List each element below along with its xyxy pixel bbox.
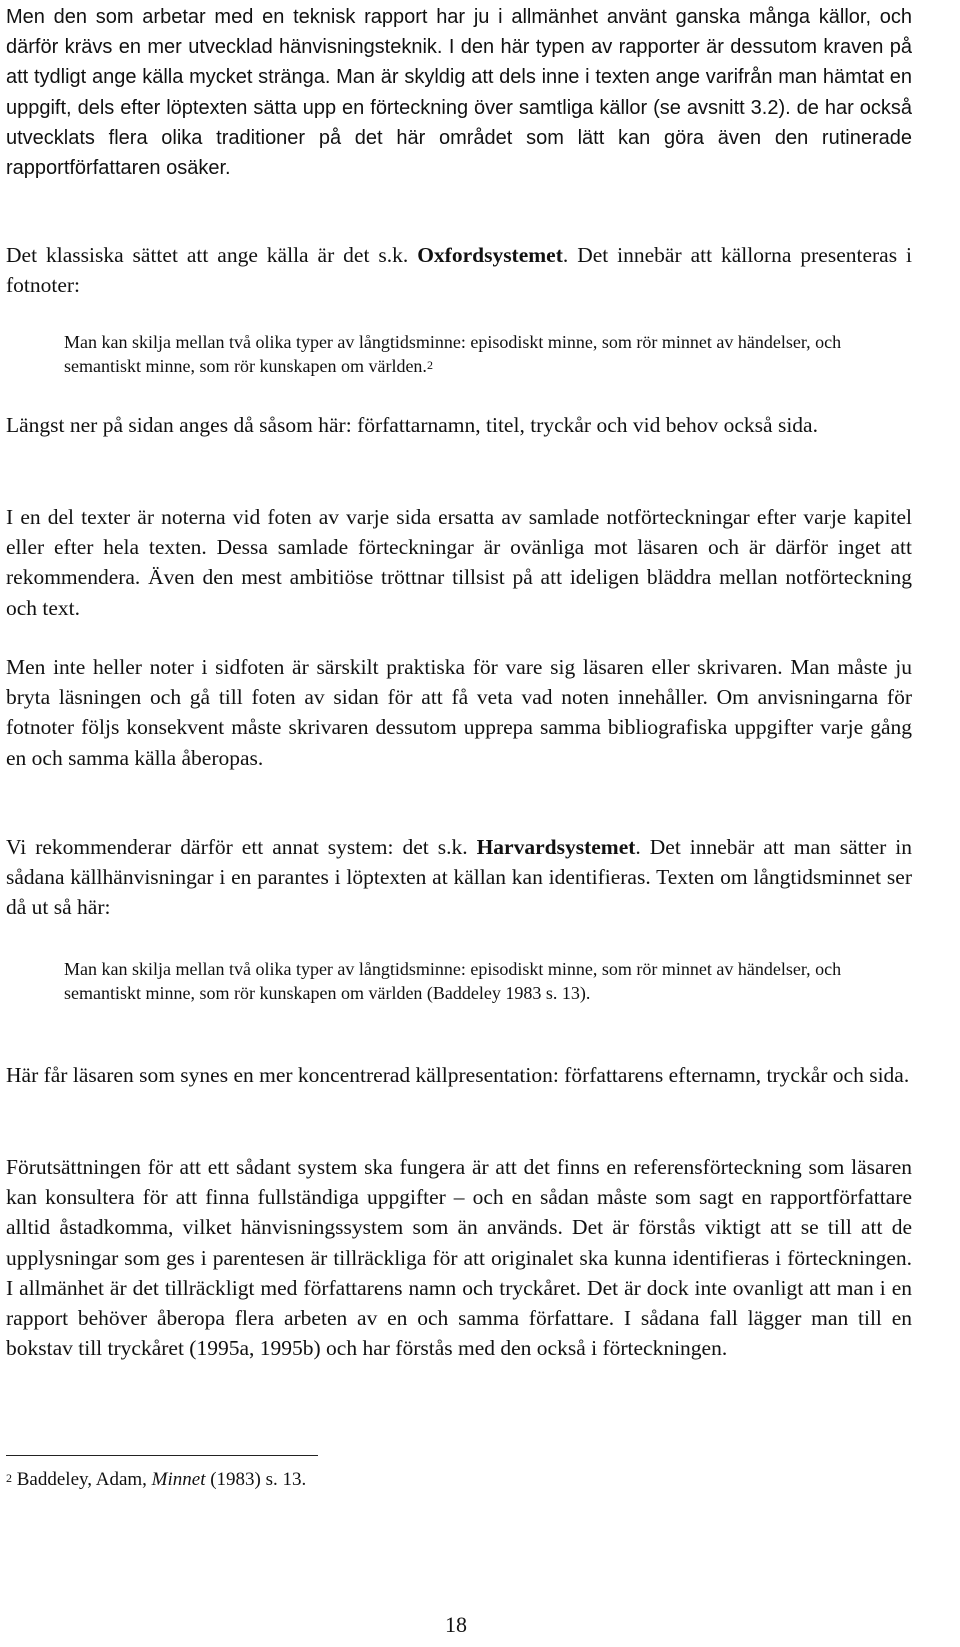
paragraph-intro <box>6 2 912 183</box>
paragraph-oxford <box>6 240 912 300</box>
footnote-number: 2 <box>6 1471 12 1485</box>
paragraph-footnote-drawbacks <box>6 652 912 773</box>
page-number: 18 <box>445 1612 467 1637</box>
paragraph-prerequisite <box>6 1152 912 1363</box>
paragraph-oxford-tail: . Det innebär att källorna presenteras i fotnoter: <box>6 243 912 298</box>
footnote-details: (1983) s. 13. <box>205 1469 307 1490</box>
block-quote-harvard-text: Man kan skilja mellan två olika typer av långtidsminne: episodiskt minne, som rör minnet av händelser, och semantiskt minne, som rör kunskapen om världen (Baddeley 1983 s. 13). <box>64 959 842 1003</box>
paragraph-prerequisite-text: Förutsättningen för att ett sådant system ska fungera är att det finns en referensförteckning som läsaren kan konsultera för att finna fullständiga uppgifter – och en sådan måste som sagt en rapportförfattare alltid åstadkomma, vilket hänvisningssystem som än används. Det är förstås viktigt att se till att de upplysningar som ges i parentesen är tillräckliga för att originalet ska kunna identifieras i förteckningen. I allmänhet är det tillräckligt med författarens namn och tryckåret. Det är dock inte ovanligt att man i en rapport behöver åberopa flera arbeten av en och samma författare. I sådana fall lägger man till en bokstav till tryckåret (1995a, 1995b) och har förstås med den också i förteckningen. <box>6 1155 912 1361</box>
footnote-author: Baddeley, Adam, <box>12 1469 152 1490</box>
block-quote-harvard <box>64 957 854 1005</box>
paragraph-harvard <box>6 832 912 923</box>
paragraph-footnote-info <box>6 410 912 440</box>
harvard-term: Harvardsystemet <box>476 835 636 859</box>
paragraph-intro-text: Men den som arbetar med en teknisk rapport har ju i allmänhet använt ganska många källor, och därför krävs en mer utvecklad hänvisningsteknik. I den här typen av rapporter är dessutom kraven på att tydligt ange källa mycket stränga. Man är skyldig att dels inne i texten ange varifrån man hämtat en uppgift, dels efter löptexten sätta upp en förteckning över samtliga källor (se avsnitt 3.2). de har också utvecklats flera olika traditioner på det här området som lätt kan göra även den rutinerade rapportförfattaren osäker. <box>6 6 912 180</box>
paragraph-collected-notes-text: I en del texter är noterna vid foten av varje sida ersatta av samlade notförteckningar efter varje kapitel eller efter hela texten. Dessa samlade förteckningar är ovänliga mot läsaren och är därför inget att rekommendera. Även den mest ambitiöse tröttnar tillsist på att ideligen bläddra mellan notförteckning och text. <box>6 505 912 620</box>
paragraph-harvard-tail: . Det innebär att man sätter in sådana källhänvisningar i en parantes i löptexten at källan kan identifieras. Texten om långtidsminnet ser då ut så här: <box>6 835 912 920</box>
paragraph-collected-notes <box>6 502 912 623</box>
paragraph-oxford-text: Det klassiska sättet att ange källa är det s.k. <box>6 243 418 267</box>
footnote-divider <box>6 1455 318 1456</box>
footnote-reference: 2 <box>426 358 433 372</box>
paragraph-concentrated <box>6 1060 912 1090</box>
block-quote-footnote <box>64 330 854 378</box>
oxford-term: Oxfordsystemet <box>417 243 563 267</box>
block-quote-footnote-text: Man kan skilja mellan två olika typer av långtidsminne: episodiskt minne, som rör minnet av händelser, och semantiskt minne, som rör kunskapen om världen. <box>64 332 842 376</box>
paragraph-footnote-drawbacks-text: Men inte heller noter i sidfoten är särskilt praktiska för vare sig läsaren eller skrivaren. Man måste ju bryta läsningen och gå till foten av sidan för att få veta vad noten innehåller. Om anvisningarna för fotnoter följs konsekvent måste skrivaren dessutom upprepa samma bibliografiska uppgifter varje gång en och samma källa åberopas. <box>6 655 912 770</box>
footnote <box>6 1468 306 1492</box>
paragraph-harvard-text: Vi rekommenderar därför ett annat system: det s.k. <box>6 835 477 859</box>
paragraph-footnote-info-text: Längst ner på sidan anges då såsom här: författarnamn, titel, tryckår och vid behov också sida. <box>6 413 818 437</box>
footnote-title: Minnet <box>151 1469 206 1490</box>
paragraph-concentrated-text: Här får läsaren som synes en mer koncentrerad källpresentation: författarens efternamn, tryckår och sida. <box>6 1063 910 1087</box>
